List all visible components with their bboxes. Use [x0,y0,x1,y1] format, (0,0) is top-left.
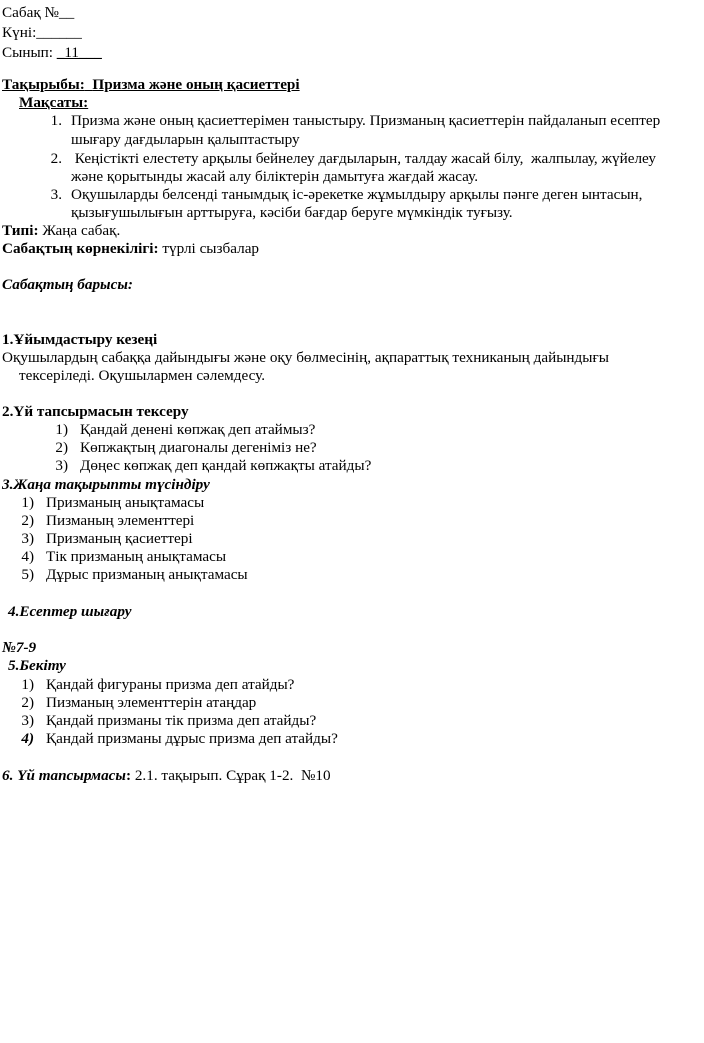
section-4-heading: 4.Есептер шығару [8,603,132,620]
list-item: Көпжақтың диагоналы дегеніміз не? [80,439,317,456]
list-item: Призманың қасиеттері [46,530,193,547]
topic-label: Тақырыбы: [2,76,85,93]
list-number: 1) [21,494,34,511]
list-number: 2) [21,694,34,711]
lesson-number: Сабақ №__ [2,4,75,21]
topic-line [2,76,300,94]
homework-value: 2.1. тақырып. Сұрақ 1-2. №10 [131,767,331,784]
progress-heading: Сабақтың барысы: [2,276,133,293]
list-item: Дөңес көпжақ деп қандай көпжақты атайды? [80,457,372,474]
list-number: 4) [21,730,34,747]
list-item: Пизманың элементтерін атаңдар [46,694,257,711]
goal-text: Призма және оның қасиеттерімен таныстыру. Призманың қасиеттерін пайдаланып есептер [71,112,661,129]
list-item: Тік призманың анықтамасы [46,548,227,565]
section-1-text: тексеріледі. Оқушылармен сәлемдесу. [19,367,265,384]
goal-text: және қорытынды жасай алу біліктерін дамытуға жағдай жасау. [71,168,479,185]
section-1-text: Оқушылардың сабаққа дайындығы және оқу бөлмесінің, ақпараттық техниканың дайындығы [2,349,609,366]
problem-numbers: №7-9 [2,639,37,656]
goals-heading: Мақсаты: [19,94,89,111]
class-value: _11___ [56,44,102,61]
type-label: Типі: [2,222,39,239]
homework-line [2,767,331,785]
topic-value: Призма және оның қасиеттері [92,76,300,93]
list-item: Қандай призманы дұрыс призма деп атайды? [46,730,338,747]
list-item: Қандай фигураны призма деп атайды? [46,676,295,693]
lesson-date: Күні:______ [2,24,82,41]
goal-text: Оқушыларды белсенді танымдық іс-әрекетке жұмылдыру арқылы пәнге деген ынтасын, [71,186,643,203]
list-number: 5) [21,566,34,583]
class-line [2,44,102,62]
list-number: 3) [21,530,34,547]
list-number: 2) [55,439,68,456]
visuals-value: түрлі сызбалар [158,240,260,257]
goal-number: 1. [50,112,62,129]
list-item: Пизманың элементтері [46,512,195,529]
visuals-label: Сабақтың көрнекілігі: [2,240,159,257]
list-item: Призманың анықтамасы [46,494,205,511]
list-item: Қандай денені көпжақ деп атаймыз? [80,421,316,438]
list-number: 2) [21,512,34,529]
homework-colon: : [125,767,132,784]
section-2-heading: 2.Үй тапсырмасын тексеру [2,403,189,420]
list-number: 1) [55,421,68,438]
type-line [2,222,120,240]
list-number: 1) [21,676,34,693]
homework-label: 6. Үй тапсырмасы [2,767,126,784]
section-3-heading: 3.Жаңа тақырыпты түсіндіру [2,476,210,493]
goal-number: 3. [50,186,62,203]
list-item: Қандай призманы тік призма деп атайды? [46,712,317,729]
goal-text: қызығушылығын арттыруға, кәсіби бағдар беруге мүмкіндік туғызу. [71,204,513,221]
section-5-heading: 5.Бекіту [8,657,66,674]
list-number: 3) [55,457,68,474]
list-number: 3) [21,712,34,729]
goal-text: шығару дағдыларын қалыптастыру [71,131,300,148]
list-item: Дұрыс призманың анықтамасы [46,566,248,583]
type-value: Жаңа сабақ. [38,222,121,239]
goal-number: 2. [50,150,62,167]
goal-text: Кеңістікті елестету арқылы бейнелеу дағдыларын, талдау жасай білу, жалпылау, жүйелеу [71,150,656,167]
list-number: 4) [21,548,34,565]
section-1-heading: 1.Ұйымдастыру кезеңі [2,331,158,348]
visuals-line [2,240,259,258]
class-label: Сынып: [2,44,57,61]
